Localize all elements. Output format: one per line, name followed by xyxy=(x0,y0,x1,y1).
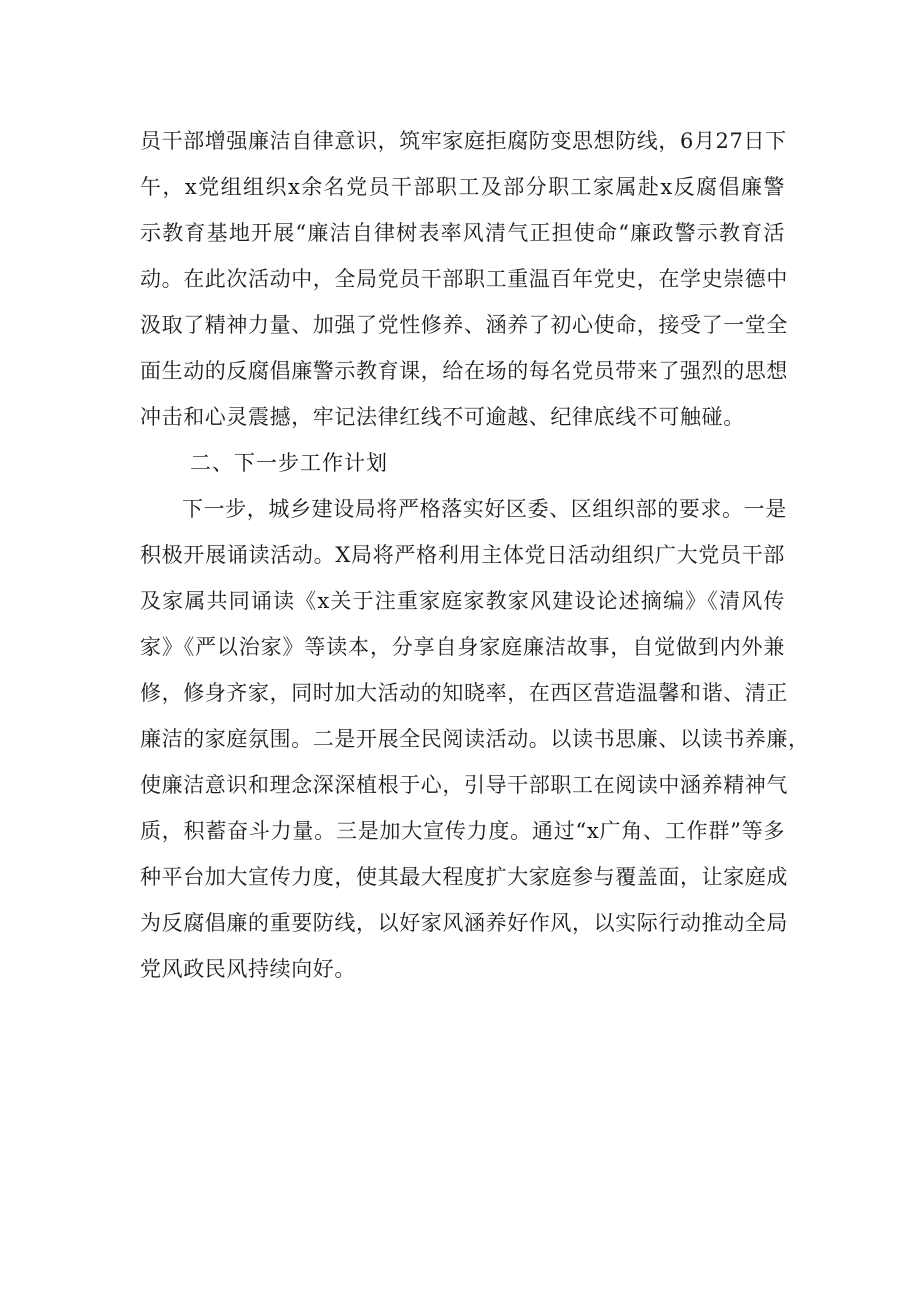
text-line: 修，修身齐家，同时加大活动的知晓率，在西区营造温馨和谐、清正 xyxy=(140,681,788,705)
text-line: 为反腐倡廉的重要防线，以好家风涵养好作风，以实际行动推动全局 xyxy=(140,911,788,935)
section-heading: 二、下一步工作计划 xyxy=(190,451,388,475)
paragraph-next-steps xyxy=(140,486,810,992)
document-body xyxy=(140,118,810,992)
text-line: 员干部增强廉洁自律意识，筑牢家庭拒腐防变思想防线，6月27日下 xyxy=(140,129,787,153)
text-line: 下一步，城乡建设局将严格落实好区委、区组织部的要求。一是 xyxy=(182,497,787,521)
text-line: 质，积蓄奋斗力量。三是加大宣传力度。通过“x广角、工作群”等多 xyxy=(140,819,785,843)
paragraph-anti-corruption-activity xyxy=(140,118,788,440)
text-line: 种平台加大宣传力度，使其最大程度扩大家庭参与覆盖面，让家庭成 xyxy=(140,865,788,889)
text-line: 午，x党组组织x余名党员干部职工及部分职工家属赴x反腐倡廉警 xyxy=(140,175,785,199)
text-line: 动。在此次活动中，全局党员干部职工重温百年党史，在学史崇德中 xyxy=(140,267,788,291)
text-line: 党风政民风持续向好。 xyxy=(140,957,356,981)
text-line: 廉洁的家庭氛围。二是开展全民阅读活动。以读书思廉、以读书养廉， xyxy=(140,727,810,751)
text-line: 冲击和心灵震撼，牢记法律红线不可逾越、纪律底线不可触碰。 xyxy=(140,405,745,429)
text-line: 示教育基地开展“廉洁自律树表率风清气正担使命“廉政警示教育活 xyxy=(140,221,785,245)
text-line: 家》《严以治家》等读本，分享自身家庭廉洁故事，自觉做到内外兼 xyxy=(140,635,785,659)
text-line: 及家属共同诵读《x关于注重家庭家教家风建设论述摘编》《清风传 xyxy=(140,589,785,613)
text-line: 积极开展诵读活动。X局将严格利用主体党日活动组织广大党员干部 xyxy=(140,543,785,567)
text-line: 使廉洁意识和理念深深植根于心，引导干部职工在阅读中涵养精神气 xyxy=(140,773,788,797)
text-line: 面生动的反腐倡廉警示教育课，给在场的每名党员带来了强烈的思想 xyxy=(140,359,788,383)
text-line: 汲取了精神力量、加强了党性修养、涵养了初心使命，接受了一堂全 xyxy=(140,313,788,337)
